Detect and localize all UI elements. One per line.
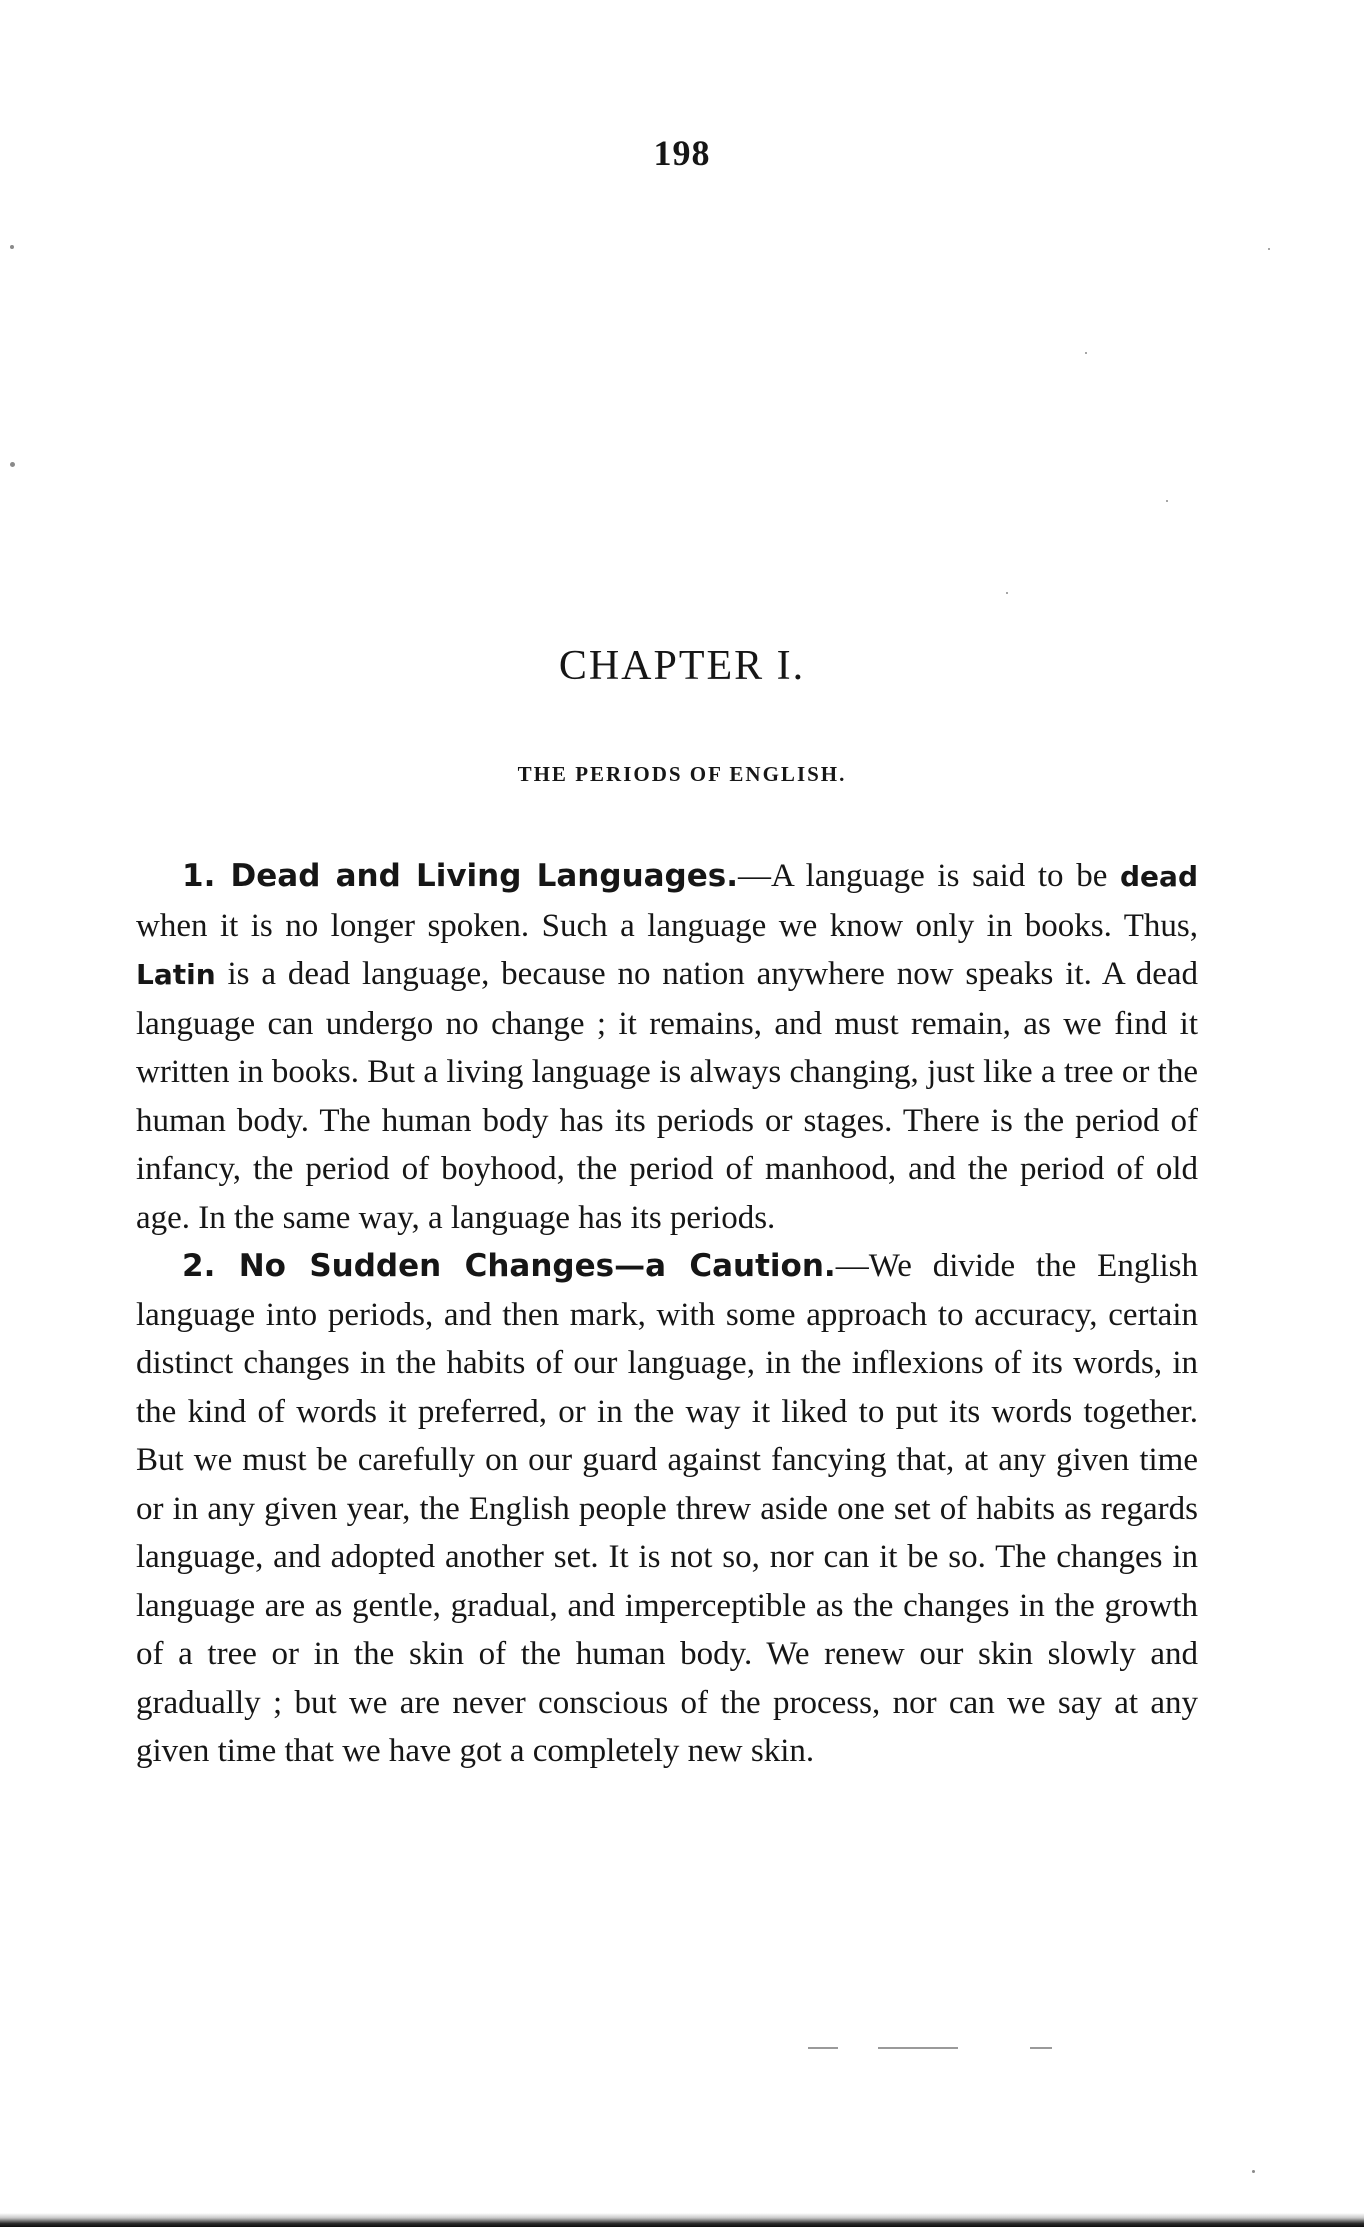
- chapter-subtitle: THE PERIODS OF ENGLISH.: [517, 762, 847, 786]
- scan-dash: [808, 2047, 838, 2049]
- scan-dash: [878, 2047, 958, 2049]
- scan-speck: [1085, 352, 1087, 354]
- paragraph-no-sudden-changes: [136, 1242, 1198, 1776]
- scan-speck: [1166, 500, 1168, 502]
- scan-speck: [1252, 2170, 1255, 2173]
- section-heading: 1. Dead and Living Languages.: [182, 858, 738, 894]
- scan-dash: [1030, 2047, 1052, 2049]
- paragraph-text: when it is no longer spoken. Such a language we know only in books. Thus,: [136, 907, 1198, 944]
- bold-term: dead: [1120, 860, 1198, 893]
- page-number: 198: [653, 133, 711, 173]
- paragraph-text: is a dead language, because no nation anywhere now speaks it. A dead language can undergo no change ; it remains, and must remain, as we find it written in books. But a living language is always changing, just like a tree or the human body. The human body has its periods or stages. There is the period of infancy, the period of boyhood, the period of manhood, and the period of old age. In the same way, a language has its periods.: [136, 956, 1198, 1236]
- chapter-title: CHAPTER I.: [558, 643, 806, 689]
- chapter-body: [136, 852, 1198, 1776]
- bold-term: Latin: [136, 958, 216, 991]
- page-bottom-edge: [0, 2213, 1364, 2227]
- paragraph-text: —A language is said to be: [738, 858, 1121, 894]
- scan-speck: [10, 245, 14, 249]
- scan-speck: [1268, 248, 1270, 250]
- paragraph-dead-and-living-languages: [136, 852, 1198, 1242]
- section-heading: 2. No Sudden Changes—a Caution.: [182, 1248, 836, 1284]
- scan-speck: [1006, 592, 1008, 594]
- paragraph-text: —We divide the English language into periods, and then mark, with some approach to accuracy, certain distinct changes in the habits of our language, in the inflexions of its words, in the kind of words it preferred, or in the way it liked to put its words together. But we must be carefully on our guard against fancying that, at any given time or in any given year, the English people threw aside one set of habits as regards language, and adopted another set. It is not so, nor can it be so. The changes in language are as gentle, gradual, and imperceptible as the changes in the growth of a tree or in the skin of the human body. We renew our skin slowly and gradually ; but we are never conscious of the process, nor can we say at any given time that we have got a completely new skin.: [136, 1248, 1198, 1769]
- scan-speck: [10, 462, 15, 467]
